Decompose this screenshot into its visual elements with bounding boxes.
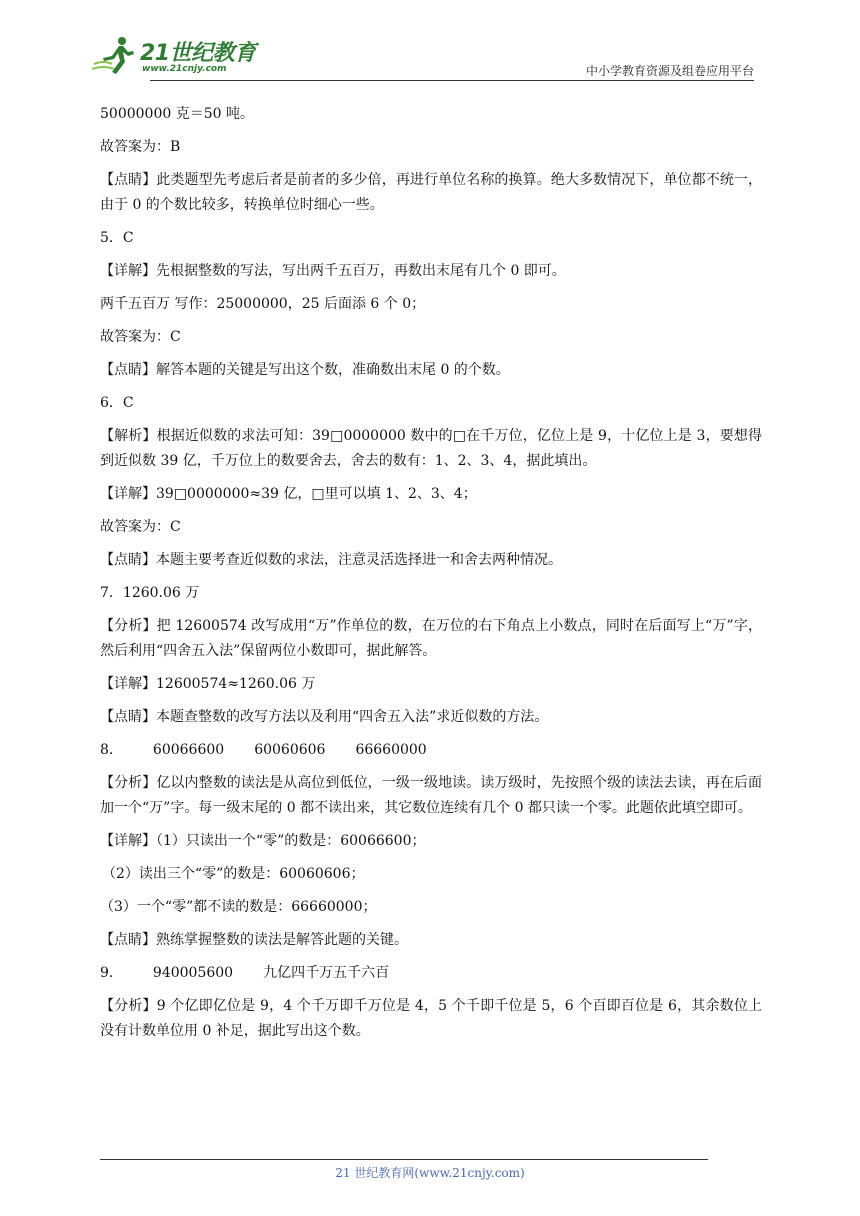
text-line: 故答案为：C [100, 519, 181, 535]
logo-text: 21世纪教育 [140, 41, 256, 66]
text-line: 故答案为：C [100, 329, 181, 345]
question-number: 6．C [100, 395, 134, 411]
text-line: 【详解】39□0000000≈39 亿，□里可以填 1、2、3、4； [100, 486, 477, 502]
question-number: 5．C [100, 230, 134, 246]
text-line: 【点睛】此类题型先考虑后者是前者的多少倍，再进行单位名称的换算。绝大多数情况下，单位都不统一，由于 0 的个数比较多，转换单位时细心一些。 [100, 172, 762, 213]
answer-value: 940005600 [152, 965, 234, 981]
logo [92, 34, 262, 78]
answer-value: 60060606 [254, 742, 326, 758]
question-8-answers [100, 738, 762, 763]
question-9-answers [100, 961, 762, 986]
text-line: 故答案为：B [100, 139, 181, 155]
text-line: 【分析】把 12600574 改写成用“万”作单位的数，在万位的右下角点上小数点，同时在后面写上“万”字，然后利用“四舍五入法”保留两位小数即可，据此解答。 [100, 618, 762, 659]
text-line: 两千五百万 写作：25000000，25 后面添 6 个 0； [100, 296, 426, 312]
question-number: 7．1260.06 万 [100, 585, 200, 601]
footer-divider [100, 1159, 708, 1160]
logo-subtext: www.21cnjy.com [142, 64, 227, 74]
text-line: 【详解】先根据整数的写法，写出两千五百万，再数出末尾有几个 0 即可。 [100, 263, 566, 279]
text-line: 【点睛】本题主要考查近似数的求法，注意灵活选择进一和舍去两种情况。 [100, 552, 562, 568]
question-number: 9． [100, 965, 123, 981]
text-line: （2）读出三个“零”的数是：60060606； [102, 866, 365, 882]
text-line: 【分析】9 个亿即亿位是 9，4 个千万即千万位是 4，5 个千即千位是 5，6 个百即百位是 6，其余数位上没有计数单位用 0 补足，据此写出这个数。 [100, 998, 762, 1039]
text-line: 【点睛】解答本题的关键是写出这个数，准确数出末尾 0 的个数。 [100, 362, 510, 378]
runner-logo-icon [92, 34, 138, 78]
page-header [0, 0, 860, 90]
text-line: 【点睛】本题查整数的改写方法以及利用“四舍五入法”求近似数的方法。 [100, 709, 549, 725]
header-platform-text: 中小学教育资源及组卷应用平台 [585, 64, 754, 78]
question-number: 8． [100, 742, 123, 758]
text-line: 【详解】（1）只读出一个“零”的数是：60066600； [100, 833, 426, 849]
text-line: 【解析】根据近似数的求法可知：39□0000000 数中的□在千万位，亿位上是 9，十亿位上是 3，要想得到近似数 39 亿，千万位上的数要舍去，舍去的数有：1、2、3、4，据此填出。 [100, 428, 762, 469]
footer-link[interactable]: 21 世纪教育网(www.21cnjy.com) [335, 1166, 525, 1180]
text-line: 【点睛】熟练掌握整数的读法是解答此题的关键。 [100, 932, 408, 948]
document-body [100, 102, 762, 1052]
answer-value: 60066600 [152, 742, 225, 758]
text-line: 【分析】亿以内整数的读法是从高位到低位，一级一级地读。读万级时，先按照个级的读法去读，再在后面加一个“万”字。每一级末尾的 0 都不读出来，其它数位连续有几个 0 都只读一个零。此题依此填空即可。 [100, 775, 762, 816]
text-line: 【详解】12600574≈1260.06 万 [100, 676, 316, 692]
answer-value: 66660000 [355, 742, 427, 758]
answer-value: 九亿四千万五千六百 [263, 965, 390, 981]
text-line: 50000000 克＝50 吨。 [100, 106, 254, 122]
text-line: （3）一个“零”都不读的数是：66660000； [100, 899, 377, 915]
header-divider [150, 80, 754, 81]
